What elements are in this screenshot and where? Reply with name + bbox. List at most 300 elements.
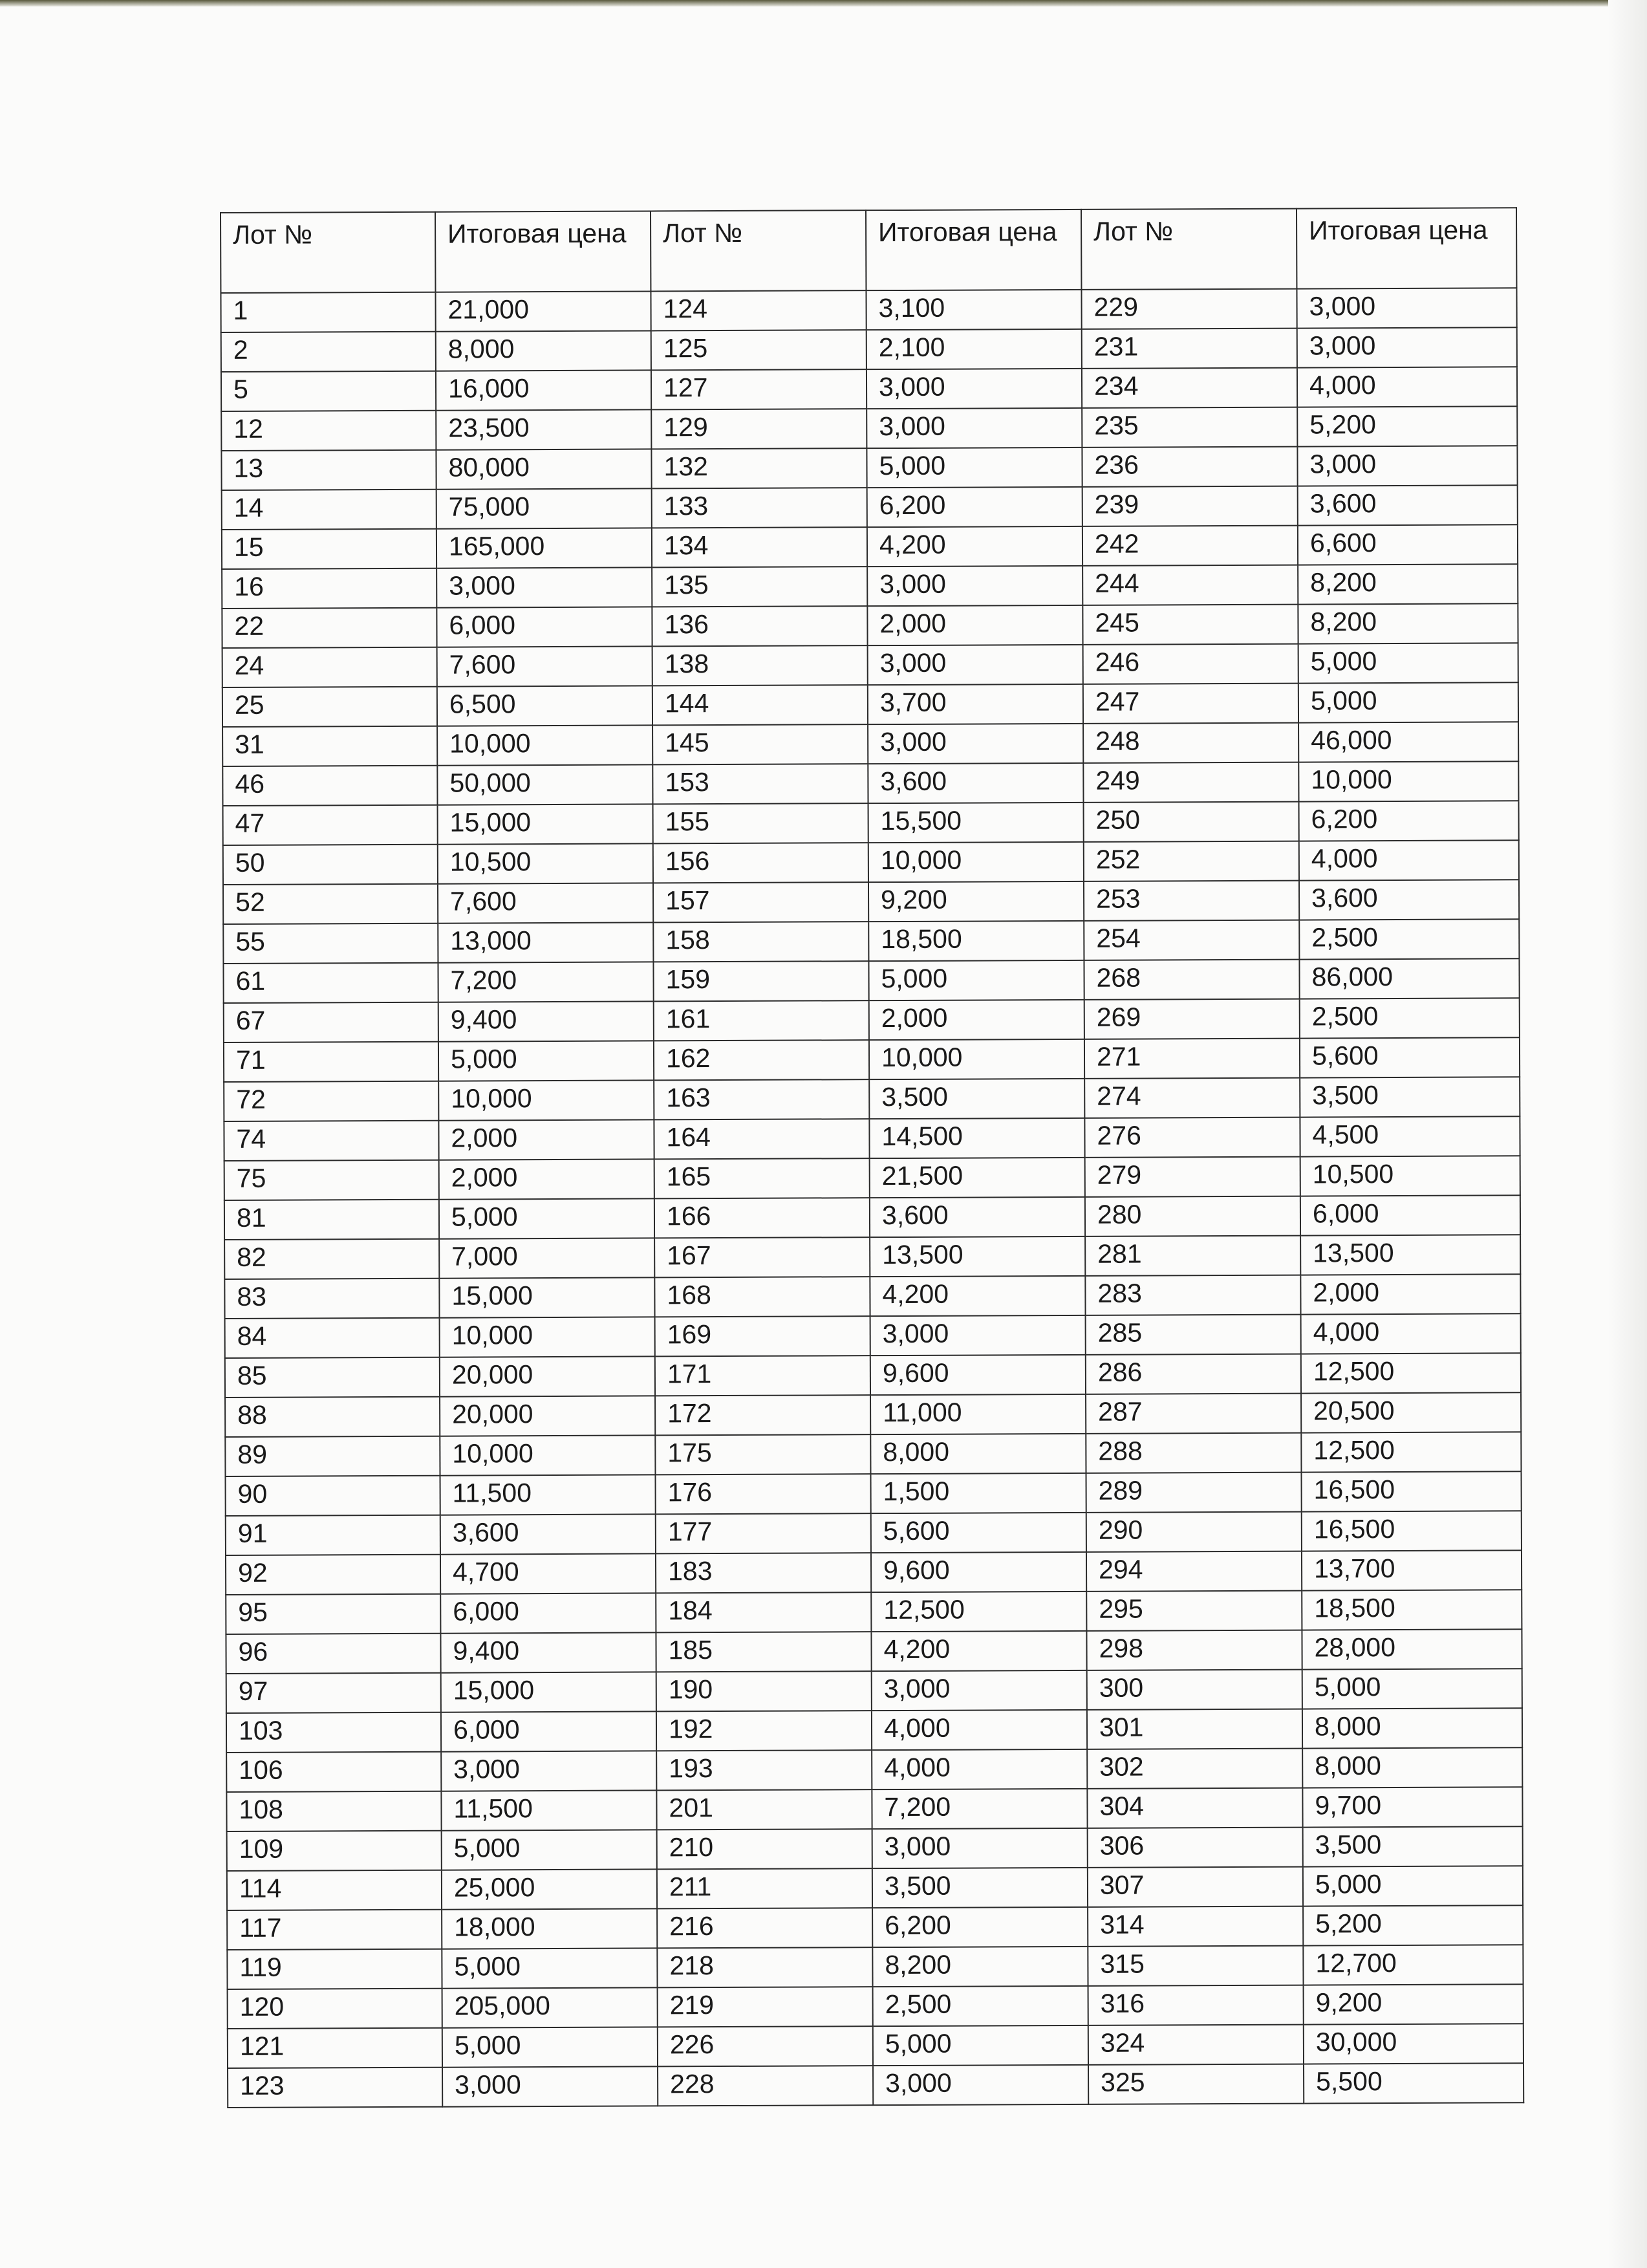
final-price-cell: 3,000 — [1297, 446, 1517, 486]
lot-number-cell: 153 — [652, 764, 868, 804]
final-price-cell: 16,500 — [1301, 1471, 1521, 1511]
final-price-cell: 4,700 — [440, 1553, 656, 1593]
lot-number-cell: 91 — [226, 1515, 440, 1555]
lot-results-table-body — [221, 208, 1523, 2108]
final-price-cell: 4,000 — [1297, 367, 1517, 407]
final-price-cell: 2,100 — [867, 329, 1082, 369]
lot-number-cell: 228 — [658, 2066, 873, 2106]
table-row — [222, 603, 1518, 648]
final-price-cell: 5,200 — [1303, 1905, 1523, 1945]
final-price-cell: 12,500 — [1301, 1353, 1521, 1393]
final-price-cell: 5,600 — [1300, 1037, 1520, 1077]
final-price-cell: 5,500 — [1304, 2063, 1523, 2103]
lot-number-cell: 201 — [656, 1789, 872, 1830]
table-row — [227, 1905, 1523, 1950]
lot-number-cell: 133 — [652, 488, 867, 528]
lot-number-cell: 244 — [1082, 565, 1298, 605]
final-price-cell: 3,000 — [442, 2066, 658, 2106]
final-price-cell: 4,500 — [1300, 1116, 1520, 1156]
header-lot-number-text: Лот № — [663, 217, 743, 248]
lot-number-cell: 253 — [1084, 881, 1299, 921]
final-price-cell: 8,200 — [1298, 564, 1518, 604]
final-price-cell: 30,000 — [1304, 2024, 1523, 2064]
final-price-cell: 10,000 — [1298, 761, 1518, 801]
final-price-cell: 8,200 — [872, 1947, 1088, 1987]
final-price-cell: 9,600 — [870, 1355, 1086, 1395]
final-price-cell: 4,000 — [1301, 1313, 1521, 1354]
table-row — [226, 1747, 1522, 1792]
lot-number-cell: 167 — [654, 1237, 870, 1277]
lot-number-cell: 12 — [221, 411, 436, 451]
lot-number-cell: 184 — [656, 1592, 871, 1632]
lot-number-cell: 157 — [653, 882, 868, 922]
table-row — [226, 1787, 1522, 1831]
lot-number-cell: 50 — [223, 845, 438, 885]
final-price-cell: 3,000 — [867, 566, 1082, 606]
table-row — [226, 1708, 1522, 1753]
final-price-cell: 21,000 — [435, 291, 651, 331]
final-price-cell: 5,000 — [442, 1830, 657, 1870]
lot-number-cell: 96 — [226, 1634, 440, 1674]
table-row — [225, 1432, 1521, 1476]
lot-number-cell: 90 — [226, 1476, 440, 1516]
header-lot-number — [651, 210, 866, 291]
final-price-cell: 13,500 — [1300, 1235, 1520, 1275]
final-price-cell: 3,500 — [1300, 1077, 1520, 1117]
table-row — [223, 919, 1519, 964]
final-price-cell: 5,000 — [442, 2027, 658, 2067]
lot-number-cell: 85 — [225, 1357, 440, 1398]
final-price-cell: 10,000 — [438, 1080, 654, 1120]
lot-number-cell: 183 — [656, 1553, 871, 1593]
final-price-cell: 8,200 — [1298, 603, 1518, 643]
final-price-cell: 3,000 — [872, 1828, 1088, 1868]
final-price-cell: 3,600 — [440, 1514, 656, 1554]
lot-number-cell: 229 — [1081, 289, 1297, 329]
header-final-price — [435, 211, 651, 292]
lot-number-cell: 125 — [651, 330, 867, 370]
final-price-cell: 18,500 — [1302, 1590, 1522, 1630]
final-price-cell: 2,000 — [439, 1159, 654, 1199]
final-price-cell: 6,000 — [436, 607, 652, 647]
lot-number-cell: 132 — [651, 448, 867, 488]
final-price-cell: 7,600 — [438, 883, 653, 923]
lot-number-cell: 84 — [225, 1318, 440, 1358]
final-price-cell: 5,000 — [439, 1198, 654, 1238]
final-price-cell: 6,000 — [441, 1711, 656, 1751]
table-row — [226, 1511, 1522, 1555]
final-price-cell: 3,600 — [1298, 485, 1518, 525]
final-price-cell: 18,500 — [868, 921, 1084, 961]
final-price-cell: 9,600 — [871, 1552, 1086, 1592]
lot-number-cell: 274 — [1084, 1078, 1300, 1118]
final-price-cell: 10,500 — [1300, 1156, 1520, 1196]
lot-number-cell: 250 — [1084, 802, 1299, 842]
lot-number-cell: 280 — [1085, 1196, 1300, 1237]
table-row — [222, 722, 1518, 766]
final-price-cell: 11,500 — [441, 1790, 656, 1830]
table-row — [228, 1984, 1523, 2029]
scan-edge-top — [0, 0, 1647, 6]
lot-number-cell: 161 — [654, 1000, 869, 1041]
lot-number-cell: 31 — [222, 726, 437, 766]
lot-number-cell: 177 — [656, 1513, 871, 1553]
final-price-cell: 7,200 — [438, 962, 653, 1002]
final-price-cell: 3,500 — [869, 1079, 1084, 1119]
lot-number-cell: 219 — [658, 1987, 873, 2027]
lot-number-cell: 13 — [221, 450, 436, 490]
lot-number-cell: 268 — [1084, 960, 1299, 1000]
final-price-cell: 2,000 — [1300, 1274, 1520, 1314]
final-price-cell: 80,000 — [436, 449, 651, 489]
lot-number-cell: 134 — [652, 527, 867, 567]
table-row — [225, 1353, 1521, 1398]
final-price-cell: 2,000 — [438, 1119, 654, 1160]
final-price-cell: 6,500 — [437, 686, 652, 726]
final-price-cell: 9,200 — [868, 881, 1084, 922]
final-price-cell: 12,700 — [1303, 1945, 1523, 1985]
final-price-cell: 9,400 — [440, 1632, 656, 1672]
final-price-cell: 3,000 — [436, 567, 652, 607]
final-price-cell: 6,000 — [440, 1593, 656, 1633]
final-price-cell: 10,000 — [440, 1435, 655, 1475]
lot-number-cell: 171 — [655, 1355, 870, 1396]
final-price-cell: 15,000 — [441, 1672, 656, 1712]
lot-number-cell: 192 — [656, 1711, 872, 1751]
lot-number-cell: 166 — [654, 1198, 870, 1238]
table-row — [222, 643, 1518, 687]
final-price-cell: 5,000 — [438, 1041, 654, 1081]
lot-number-cell: 61 — [223, 963, 438, 1003]
final-price-cell: 25,000 — [442, 1869, 657, 1909]
final-price-cell: 18,000 — [442, 1908, 657, 1949]
final-price-cell: 10,000 — [437, 725, 652, 765]
final-price-cell: 10,000 — [440, 1317, 655, 1357]
final-price-cell: 16,500 — [1302, 1511, 1522, 1551]
lot-number-cell: 283 — [1085, 1275, 1300, 1315]
lot-number-cell: 314 — [1088, 1906, 1303, 1947]
lot-number-cell: 163 — [654, 1079, 869, 1119]
lot-number-cell: 71 — [224, 1042, 438, 1082]
header-final-price-text: Итоговая цена — [1309, 215, 1488, 246]
lot-number-cell: 281 — [1085, 1236, 1300, 1276]
table-row — [221, 367, 1517, 411]
final-price-cell: 15,000 — [438, 804, 653, 844]
lot-number-cell: 295 — [1086, 1591, 1302, 1631]
final-price-cell: 3,000 — [867, 408, 1082, 448]
lot-number-cell: 175 — [655, 1434, 870, 1474]
table-header-row — [221, 208, 1516, 293]
table-row — [224, 1077, 1520, 1121]
lot-number-cell: 119 — [227, 1949, 442, 1989]
final-price-cell: 8,000 — [436, 330, 651, 371]
header-final-price-text: Итоговая цена — [878, 217, 1057, 248]
final-price-cell: 6,200 — [1299, 801, 1519, 841]
lot-number-cell: 55 — [223, 923, 438, 964]
lot-number-cell: 22 — [222, 608, 436, 648]
lot-number-cell: 159 — [653, 961, 868, 1001]
table-row — [226, 1590, 1522, 1634]
table-row — [224, 1274, 1520, 1319]
lot-number-cell: 82 — [224, 1239, 439, 1279]
final-price-cell: 8,000 — [1302, 1708, 1522, 1748]
lot-number-cell: 300 — [1087, 1670, 1302, 1710]
lot-number-cell: 288 — [1086, 1433, 1301, 1473]
final-price-cell: 205,000 — [442, 1987, 658, 2027]
lot-number-cell: 254 — [1084, 920, 1299, 960]
table-row — [227, 1945, 1523, 1989]
final-price-cell: 3,000 — [868, 645, 1083, 685]
final-price-cell: 1,500 — [870, 1473, 1086, 1513]
final-price-cell: 5,000 — [873, 2025, 1088, 2066]
final-price-cell: 3,000 — [868, 724, 1083, 764]
lot-number-cell: 289 — [1086, 1473, 1301, 1513]
lot-number-cell: 67 — [224, 1002, 438, 1042]
lot-number-cell: 176 — [656, 1474, 871, 1514]
lot-number-cell: 97 — [226, 1673, 441, 1713]
final-price-cell: 2,500 — [873, 1986, 1088, 2026]
final-price-cell: 11,000 — [870, 1394, 1086, 1434]
table-row — [221, 327, 1517, 372]
lot-number-cell: 247 — [1083, 684, 1298, 724]
lot-number-cell: 81 — [224, 1200, 439, 1240]
final-price-cell: 5,000 — [1298, 643, 1518, 683]
lot-number-cell: 169 — [655, 1316, 870, 1356]
final-price-cell: 5,000 — [1303, 1866, 1523, 1906]
table-row — [224, 1235, 1520, 1279]
table-row — [226, 1669, 1522, 1713]
lot-number-cell: 121 — [228, 2028, 442, 2068]
lot-number-cell: 193 — [656, 1750, 872, 1790]
lot-number-cell: 211 — [657, 1868, 872, 1908]
final-price-cell: 6,600 — [1298, 524, 1518, 565]
header-lot-number-text: Лот № — [233, 219, 313, 250]
final-price-cell: 5,600 — [871, 1513, 1086, 1553]
lot-number-cell: 287 — [1086, 1394, 1301, 1434]
final-price-cell: 3,000 — [870, 1315, 1086, 1355]
final-price-cell: 13,700 — [1302, 1550, 1522, 1590]
final-price-cell: 165,000 — [436, 528, 652, 568]
lot-number-cell: 92 — [226, 1555, 440, 1595]
final-price-cell: 4,200 — [870, 1276, 1085, 1316]
table-row — [225, 1313, 1521, 1358]
header-lot-number — [221, 212, 435, 293]
lot-number-cell: 164 — [654, 1119, 869, 1159]
table-row — [225, 1392, 1521, 1437]
lot-number-cell: 89 — [225, 1436, 440, 1476]
lot-number-cell: 127 — [651, 369, 867, 409]
final-price-cell: 10,500 — [438, 843, 653, 883]
table-row — [221, 288, 1516, 332]
table-row — [221, 406, 1517, 451]
final-price-cell: 4,200 — [871, 1631, 1086, 1671]
final-price-cell: 3,600 — [870, 1197, 1085, 1237]
final-price-cell: 14,500 — [869, 1118, 1084, 1158]
lot-number-cell: 246 — [1083, 644, 1298, 684]
final-price-cell: 3,000 — [1297, 327, 1517, 367]
lot-number-cell: 226 — [658, 2026, 873, 2066]
lot-number-cell: 239 — [1082, 486, 1298, 526]
lot-number-cell: 218 — [657, 1947, 872, 1987]
lot-number-cell: 302 — [1087, 1749, 1302, 1789]
table-row — [223, 880, 1519, 924]
lot-number-cell: 123 — [228, 2068, 442, 2108]
final-price-cell: 9,200 — [1304, 1984, 1523, 2024]
lot-number-cell: 235 — [1082, 407, 1297, 448]
table-row — [223, 840, 1519, 885]
lot-number-cell: 279 — [1085, 1157, 1300, 1197]
lot-number-cell: 324 — [1088, 2025, 1304, 2065]
final-price-cell: 2,000 — [867, 605, 1082, 645]
lot-number-cell: 307 — [1088, 1867, 1303, 1907]
table-row — [228, 2024, 1523, 2068]
lot-number-cell: 236 — [1082, 447, 1297, 487]
lot-number-cell: 117 — [227, 1910, 442, 1950]
lot-number-cell: 315 — [1088, 1946, 1303, 1986]
lot-results-table — [220, 207, 1524, 2108]
lot-number-cell: 16 — [222, 568, 436, 609]
lot-number-cell: 245 — [1082, 605, 1298, 645]
final-price-cell: 2,000 — [869, 1000, 1084, 1040]
lot-number-cell: 95 — [226, 1594, 440, 1634]
final-price-cell: 8,000 — [1302, 1747, 1522, 1787]
final-price-cell: 9,700 — [1302, 1787, 1522, 1827]
table-row — [226, 1550, 1522, 1595]
final-price-cell: 3,000 — [872, 1670, 1087, 1711]
lot-number-cell: 109 — [227, 1831, 442, 1871]
final-price-cell: 9,400 — [438, 1001, 654, 1041]
final-price-cell: 6,200 — [867, 487, 1082, 527]
final-price-cell: 10,000 — [868, 842, 1084, 882]
final-price-cell: 20,000 — [440, 1396, 655, 1436]
final-price-cell: 20,000 — [440, 1356, 655, 1396]
lot-number-cell: 165 — [654, 1158, 870, 1198]
final-price-cell: 10,000 — [869, 1039, 1084, 1079]
final-price-cell: 4,000 — [872, 1749, 1087, 1789]
lot-number-cell: 231 — [1082, 329, 1297, 369]
header-lot-number — [1081, 209, 1297, 290]
final-price-cell: 3,600 — [868, 763, 1083, 803]
final-price-cell: 23,500 — [436, 409, 651, 449]
final-price-cell: 3,000 — [867, 369, 1082, 409]
header-final-price — [866, 210, 1081, 290]
lot-number-cell: 1 — [221, 292, 435, 332]
final-price-cell: 3,500 — [1303, 1826, 1523, 1866]
lot-number-cell: 135 — [652, 567, 867, 607]
final-price-cell: 3,500 — [872, 1868, 1088, 1908]
final-price-cell: 5,000 — [1298, 682, 1518, 722]
lot-number-cell: 242 — [1082, 526, 1298, 566]
lot-number-cell: 298 — [1086, 1630, 1302, 1670]
lot-number-cell: 185 — [656, 1632, 871, 1672]
table-row — [224, 1195, 1520, 1240]
lot-number-cell: 144 — [652, 685, 868, 725]
final-price-cell: 13,000 — [438, 922, 653, 962]
final-price-cell: 3,100 — [866, 290, 1081, 330]
lot-number-cell: 316 — [1088, 1985, 1304, 2025]
lot-number-cell: 114 — [227, 1870, 442, 1910]
final-price-cell: 2,500 — [1300, 998, 1520, 1038]
final-price-cell: 3,000 — [441, 1751, 656, 1791]
lot-number-cell: 248 — [1083, 723, 1298, 763]
final-price-cell: 7,200 — [872, 1789, 1087, 1829]
lot-number-cell: 14 — [222, 490, 436, 530]
lot-number-cell: 124 — [651, 290, 866, 330]
lot-number-cell: 129 — [651, 409, 867, 449]
lot-number-cell: 249 — [1083, 762, 1298, 803]
lot-number-cell: 72 — [224, 1081, 438, 1121]
final-price-cell: 4,000 — [1299, 840, 1519, 880]
lot-number-cell: 136 — [652, 606, 867, 646]
final-price-cell: 15,500 — [868, 803, 1084, 843]
final-price-cell: 5,000 — [442, 1948, 657, 1988]
lot-number-cell: 88 — [225, 1397, 440, 1437]
table-row — [222, 564, 1518, 609]
header-lot-number-text: Лот № — [1093, 216, 1174, 246]
lot-number-cell: 25 — [222, 687, 437, 727]
table-row — [223, 958, 1519, 1003]
lot-number-cell: 46 — [222, 766, 437, 806]
table-row — [222, 524, 1518, 569]
lot-number-cell: 172 — [655, 1395, 870, 1435]
final-price-cell: 5,200 — [1297, 406, 1517, 446]
lot-number-cell: 156 — [653, 843, 868, 883]
lot-number-cell: 294 — [1086, 1551, 1302, 1592]
final-price-cell: 11,500 — [440, 1474, 656, 1515]
table-row — [224, 998, 1520, 1042]
lot-number-cell: 234 — [1082, 368, 1297, 408]
lot-number-cell: 52 — [223, 884, 438, 924]
lot-number-cell: 216 — [657, 1908, 872, 1948]
table-row — [224, 1156, 1520, 1200]
table-row — [226, 1471, 1522, 1516]
final-price-cell: 6,200 — [872, 1907, 1088, 1947]
lot-number-cell: 75 — [224, 1160, 439, 1200]
final-price-cell: 6,000 — [1300, 1195, 1520, 1235]
table-row — [227, 1866, 1523, 1910]
final-price-cell: 3,000 — [873, 2065, 1088, 2105]
final-price-cell: 4,000 — [872, 1710, 1087, 1750]
final-price-cell: 5,000 — [867, 448, 1082, 488]
table-row — [222, 682, 1518, 727]
table-row — [221, 446, 1517, 490]
lot-number-cell: 145 — [652, 724, 868, 764]
final-price-cell: 16,000 — [436, 370, 651, 410]
header-final-price-text: Итоговая цена — [447, 218, 627, 249]
lot-number-cell: 47 — [223, 805, 438, 845]
lot-number-cell: 290 — [1086, 1512, 1302, 1552]
lot-number-cell: 286 — [1086, 1354, 1301, 1394]
lot-number-cell: 158 — [653, 922, 868, 962]
final-price-cell: 21,500 — [870, 1158, 1085, 1198]
lot-number-cell: 210 — [657, 1829, 872, 1869]
lot-number-cell: 168 — [654, 1277, 870, 1317]
table-row — [227, 1826, 1523, 1871]
header-final-price — [1297, 208, 1516, 288]
final-price-cell: 15,000 — [439, 1277, 654, 1317]
lot-number-cell: 2 — [221, 332, 436, 372]
lot-number-cell: 269 — [1084, 999, 1300, 1039]
lot-number-cell: 120 — [228, 1989, 442, 2029]
lot-number-cell: 155 — [653, 803, 868, 843]
lot-number-cell: 304 — [1087, 1788, 1302, 1828]
final-price-cell: 20,500 — [1301, 1392, 1521, 1432]
table-row — [224, 1037, 1520, 1082]
table-row — [226, 1629, 1522, 1674]
lot-number-cell: 271 — [1084, 1039, 1300, 1079]
lot-number-cell: 276 — [1084, 1118, 1300, 1158]
table-row — [228, 2063, 1523, 2108]
